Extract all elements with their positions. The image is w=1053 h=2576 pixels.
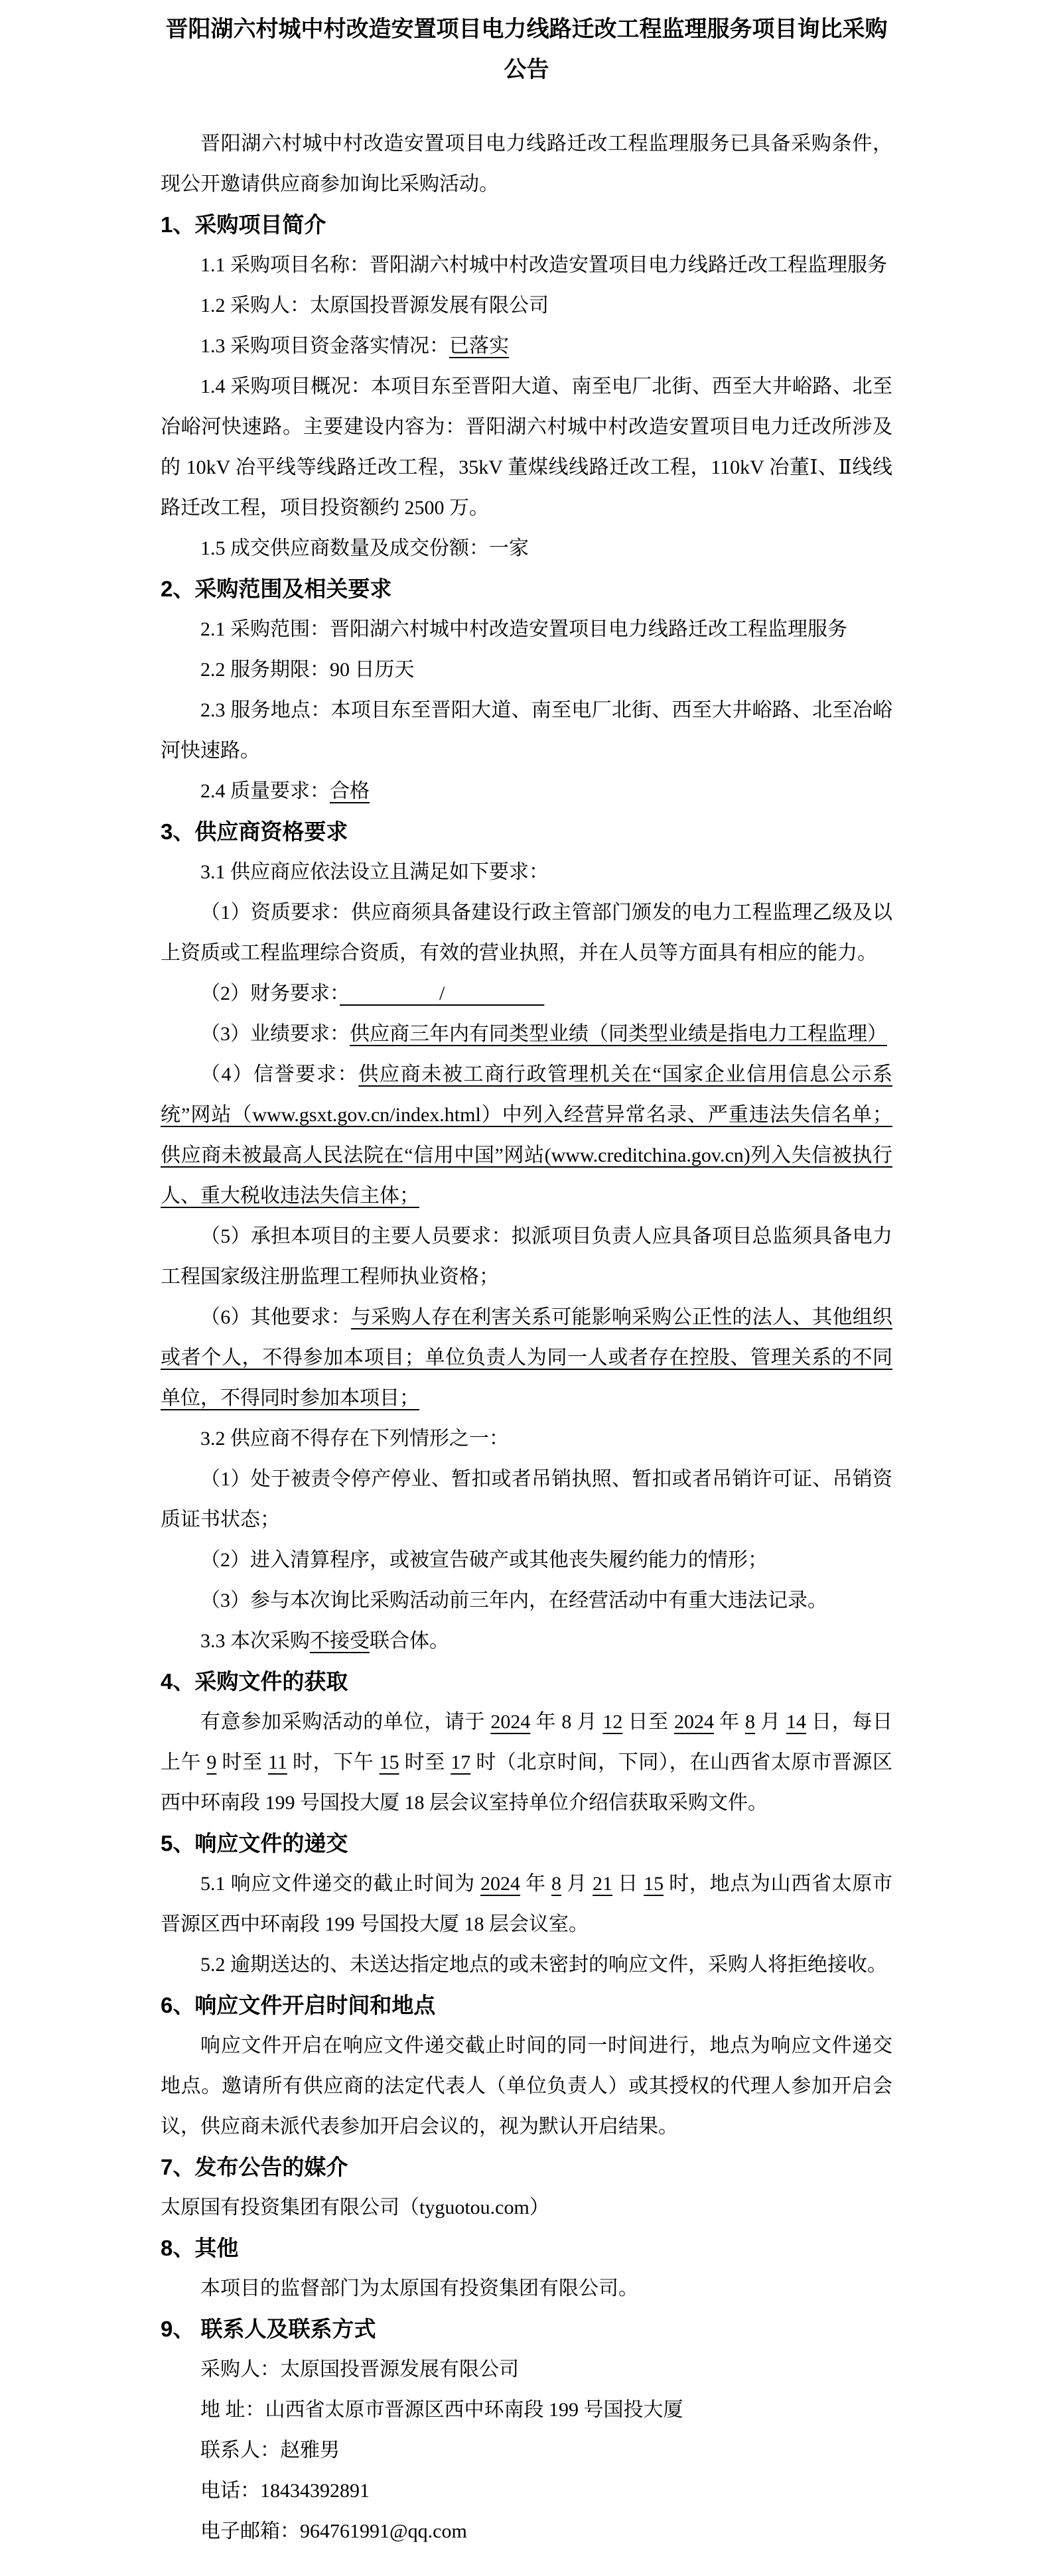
section-heading bbox=[161, 2147, 892, 2187]
paragraph bbox=[161, 285, 892, 326]
text-run: 1、采购项目简介 bbox=[161, 212, 326, 237]
text-run: 2、采购范围及相关要求 bbox=[161, 576, 392, 601]
paragraph bbox=[161, 2349, 892, 2390]
text-run: 2.4 质量要求： bbox=[200, 780, 330, 802]
text-run: 2.2 服务期限：90 日历天 bbox=[200, 659, 415, 681]
text-run: 3.1 供应商应依法设立且满足如下要求： bbox=[200, 861, 549, 883]
paragraph bbox=[161, 1418, 892, 1459]
paragraph bbox=[161, 1054, 892, 1216]
text-run: 3.2 供应商不得存在下列情形之一： bbox=[200, 1428, 509, 1450]
paragraph bbox=[161, 690, 892, 771]
paragraph bbox=[161, 973, 892, 1014]
text-run: （1）资质要求：供应商须具备建设行政主管部门颁发的电力工程监理乙级及以上资质或工程监理综合资质，有效的营业执照，并在人员等方面具有相应的能力。 bbox=[161, 902, 892, 964]
text-run: 电子邮箱：964761991@qq.com bbox=[200, 2520, 467, 2542]
underlined-text: 14 bbox=[786, 1711, 806, 1733]
paragraph bbox=[161, 2187, 892, 2228]
text-run: 响应文件开启在响应文件递交截止时间的同一时间进行，地点为响应文件递交地点。邀请所有供应商的法定代表人（单位负责人）或其授权的代理人参加开启会议，供应商未派代表参加开启会议的，视为默认开启结果。 bbox=[161, 2035, 892, 2137]
text-run: 联合体。 bbox=[370, 1630, 449, 1652]
text-run: 日至 bbox=[622, 1711, 674, 1733]
underlined-text: 17 bbox=[451, 1751, 471, 1773]
text-run: 月 bbox=[754, 1711, 786, 1733]
section-heading bbox=[161, 1661, 892, 1702]
text-run: （3）业绩要求： bbox=[200, 1023, 350, 1045]
section-heading bbox=[161, 2228, 892, 2268]
paragraph bbox=[161, 1864, 892, 1944]
text-run: 5.2 逾期送达的、未送达指定地点的或未密封的响应文件，采购人将拒绝接收。 bbox=[200, 1954, 887, 1976]
underlined-text: 15 bbox=[379, 1751, 399, 1773]
paragraph bbox=[161, 528, 892, 569]
paragraph bbox=[161, 1216, 892, 1297]
paragraph bbox=[161, 2390, 892, 2430]
text-run: 时（北京时间，下同），在山西省太原市晋源区西中环南段 199 号国投大厦 18 层会议室持单位介绍信获取采购文件。 bbox=[161, 1751, 893, 1814]
paragraph bbox=[161, 2268, 892, 2309]
underlined-text: 15 bbox=[644, 1873, 664, 1895]
text-run: 年 bbox=[520, 1873, 552, 1895]
text-run: 时至 bbox=[399, 1751, 451, 1773]
underlined-text: / bbox=[340, 983, 545, 1004]
text-run: 有意参加采购活动的单位，请于 bbox=[200, 1711, 491, 1733]
paragraph bbox=[161, 2511, 892, 2551]
text-run: 3、供应商资格要求 bbox=[161, 819, 348, 844]
document-title: 晋阳湖六村城中村改造安置项目电力线路迁改工程监理服务项目询比采购公告 bbox=[165, 17, 888, 82]
underlined-text: 9 bbox=[206, 1751, 217, 1773]
section-heading bbox=[161, 569, 892, 609]
text-run: （1）处于被责令停产停业、暂扣或者吊销执照、暂扣或者吊销许可证、吊销资质证书状态； bbox=[161, 1468, 892, 1530]
text-run: 日，每日上午 bbox=[161, 1711, 893, 1773]
paragraph bbox=[161, 2471, 892, 2511]
text-run: 7、发布公告的媒介 bbox=[161, 2155, 348, 2179]
section-heading bbox=[161, 2309, 892, 2349]
text-run: （6）其他要求： bbox=[200, 1306, 351, 1328]
paragraph bbox=[161, 123, 892, 204]
paragraph bbox=[161, 1297, 892, 1418]
text-run: 时，下午 bbox=[287, 1751, 380, 1773]
text-run: 本项目的监督部门为太原国有投资集团有限公司。 bbox=[200, 2277, 638, 2299]
underlined-text: 合格 bbox=[330, 780, 370, 802]
text-run: 6、响应文件开启时间和地点 bbox=[161, 1993, 436, 2017]
paragraph bbox=[161, 1944, 892, 1985]
text-run: 2.1 采购范围：晋阳湖六村城中村改造安置项目电力线路迁改工程监理服务 bbox=[200, 618, 847, 640]
section-heading bbox=[161, 1823, 892, 1864]
section-heading bbox=[161, 1985, 892, 2025]
text-run: 晋阳湖六村城中村改造安置项目电力线路迁改工程监理服务已具备采购条件，现公开邀请供应商参加询比采购活动。 bbox=[161, 133, 892, 195]
text-run: 3.3 本次采购 bbox=[200, 1630, 310, 1652]
underlined-text: 11 bbox=[267, 1751, 287, 1773]
paragraph bbox=[161, 366, 892, 528]
text-run: 5.1 响应文件递交的截止时间为 bbox=[200, 1873, 480, 1895]
text-run: （2）财务要求： bbox=[200, 983, 340, 1004]
text-run: （4）信誉要求： bbox=[200, 1063, 359, 1085]
text-run: 8、其他 bbox=[161, 2236, 239, 2260]
text-run: 4、采购文件的获取 bbox=[161, 1669, 348, 1694]
underlined-text: 供应商未被工商行政管理机关在“国家企业信用信息公示系统”网站（www.gsxt.gov.cn/index.html）中列入经营异常名录、严重违法失信名单；供应商未被最高人民法院在“信用中国”网站(www.creditchina.gov.cn)列入失信被执行人、重大税收违法失信主体； bbox=[161, 1063, 892, 1207]
text-run: 1.3 采购项目资金落实情况： bbox=[200, 335, 449, 357]
text-run: 电话：18434392891 bbox=[200, 2480, 370, 2502]
text-run: 5、响应文件的递交 bbox=[161, 1831, 348, 1856]
paragraph bbox=[161, 2430, 892, 2471]
paragraph bbox=[161, 2025, 892, 2147]
text-run: （2）进入清算程序，或被宣告破产或其他丧失履约能力的情形； bbox=[200, 1549, 768, 1571]
document-body bbox=[161, 123, 892, 2551]
text-run: 联系人：赵雅男 bbox=[200, 2439, 340, 2461]
text-run: 日 bbox=[612, 1873, 644, 1895]
paragraph bbox=[161, 649, 892, 690]
underlined-text: 8 bbox=[551, 1873, 562, 1895]
text-run: 1.2 采购人：太原国投晋源发展有限公司 bbox=[200, 295, 549, 316]
text-run: （3）参与本次询比采购活动前三年内，在经营活动中有重大违法记录。 bbox=[200, 1590, 827, 1611]
paragraph bbox=[161, 1014, 892, 1054]
paragraph bbox=[161, 1580, 892, 1621]
paragraph bbox=[161, 1621, 892, 1661]
underlined-text: 2024 bbox=[490, 1711, 531, 1733]
text-run: 时，地点为山西省太原市晋源区西中环南段 199 号国投大厦 18 层会议室。 bbox=[161, 1873, 893, 1935]
paragraph bbox=[161, 771, 892, 811]
underlined-text: 8 bbox=[744, 1711, 755, 1733]
underlined-text: 已落实 bbox=[449, 335, 509, 357]
text-run: （5）承担本项目的主要人员要求：拟派项目负责人应具备项目总监须具备电力工程国家级注册监理工程师执业资格； bbox=[161, 1225, 892, 1288]
underlined-text: 与采购人存在利害关系可能影响采购公正性的法人、其他组织或者个人，不得参加本项目；单位负责人为同一人或者存在控股、管理关系的不同单位，不得同时参加本项目； bbox=[161, 1306, 893, 1409]
section-heading bbox=[161, 811, 892, 852]
text-run: 地 址：山西省太原市晋源区西中环南段 199 号国投大厦 bbox=[200, 2399, 683, 2421]
text-run: 太原国有投资集团有限公司（tyguotou.com） bbox=[161, 2197, 549, 2218]
text-run: 年 8 月 bbox=[530, 1711, 603, 1733]
paragraph bbox=[161, 1540, 892, 1580]
paragraph bbox=[161, 609, 892, 649]
underlined-text: 2024 bbox=[480, 1873, 520, 1895]
text-run: 2.3 服务地点：本项目东至晋阳大道、南至电厂北街、西至大井峪路、北至冶峪河快速路。 bbox=[161, 699, 892, 762]
underlined-text: 21 bbox=[593, 1873, 613, 1895]
text-run: 1.1 采购项目名称：晋阳湖六村城中村改造安置项目电力线路迁改工程监理服务 bbox=[200, 254, 887, 276]
underlined-text: 供应商三年内有同类型业绩（同类型业绩是指电力工程监理） bbox=[350, 1023, 887, 1045]
text-run: 月 bbox=[561, 1873, 593, 1895]
paragraph bbox=[161, 1702, 892, 1823]
paragraph bbox=[161, 892, 892, 973]
section-heading bbox=[161, 204, 892, 245]
underlined-text: 12 bbox=[602, 1711, 623, 1733]
paragraph bbox=[161, 1459, 892, 1540]
text-run: 1.4 采购项目概况：本项目东至晋阳大道、南至电厂北街、西至大井峪路、北至冶峪河快速路。主要建设内容为：晋阳湖六村城中村改造安置项目电力迁改所涉及的 10kV 冶平线等线路迁改工程，35kV 董煤线线路迁改工程，110kV 冶董Ⅰ、Ⅱ线线路迁改工程，项目投资额约 2500 万。 bbox=[161, 375, 892, 519]
paragraph bbox=[161, 852, 892, 892]
text-run: 年 bbox=[713, 1711, 745, 1733]
text-run: 9、 联系人及联系方式 bbox=[161, 2317, 376, 2341]
text-run: 采购人：太原国投晋源发展有限公司 bbox=[200, 2358, 519, 2380]
text-run: 时至 bbox=[216, 1751, 268, 1773]
paragraph bbox=[161, 245, 892, 285]
underlined-text: 2024 bbox=[673, 1711, 714, 1733]
text-run: 1.5 成交供应商数量及成交份额：一家 bbox=[200, 537, 529, 559]
paragraph bbox=[161, 326, 892, 366]
underlined-text: 不接受 bbox=[310, 1630, 370, 1652]
